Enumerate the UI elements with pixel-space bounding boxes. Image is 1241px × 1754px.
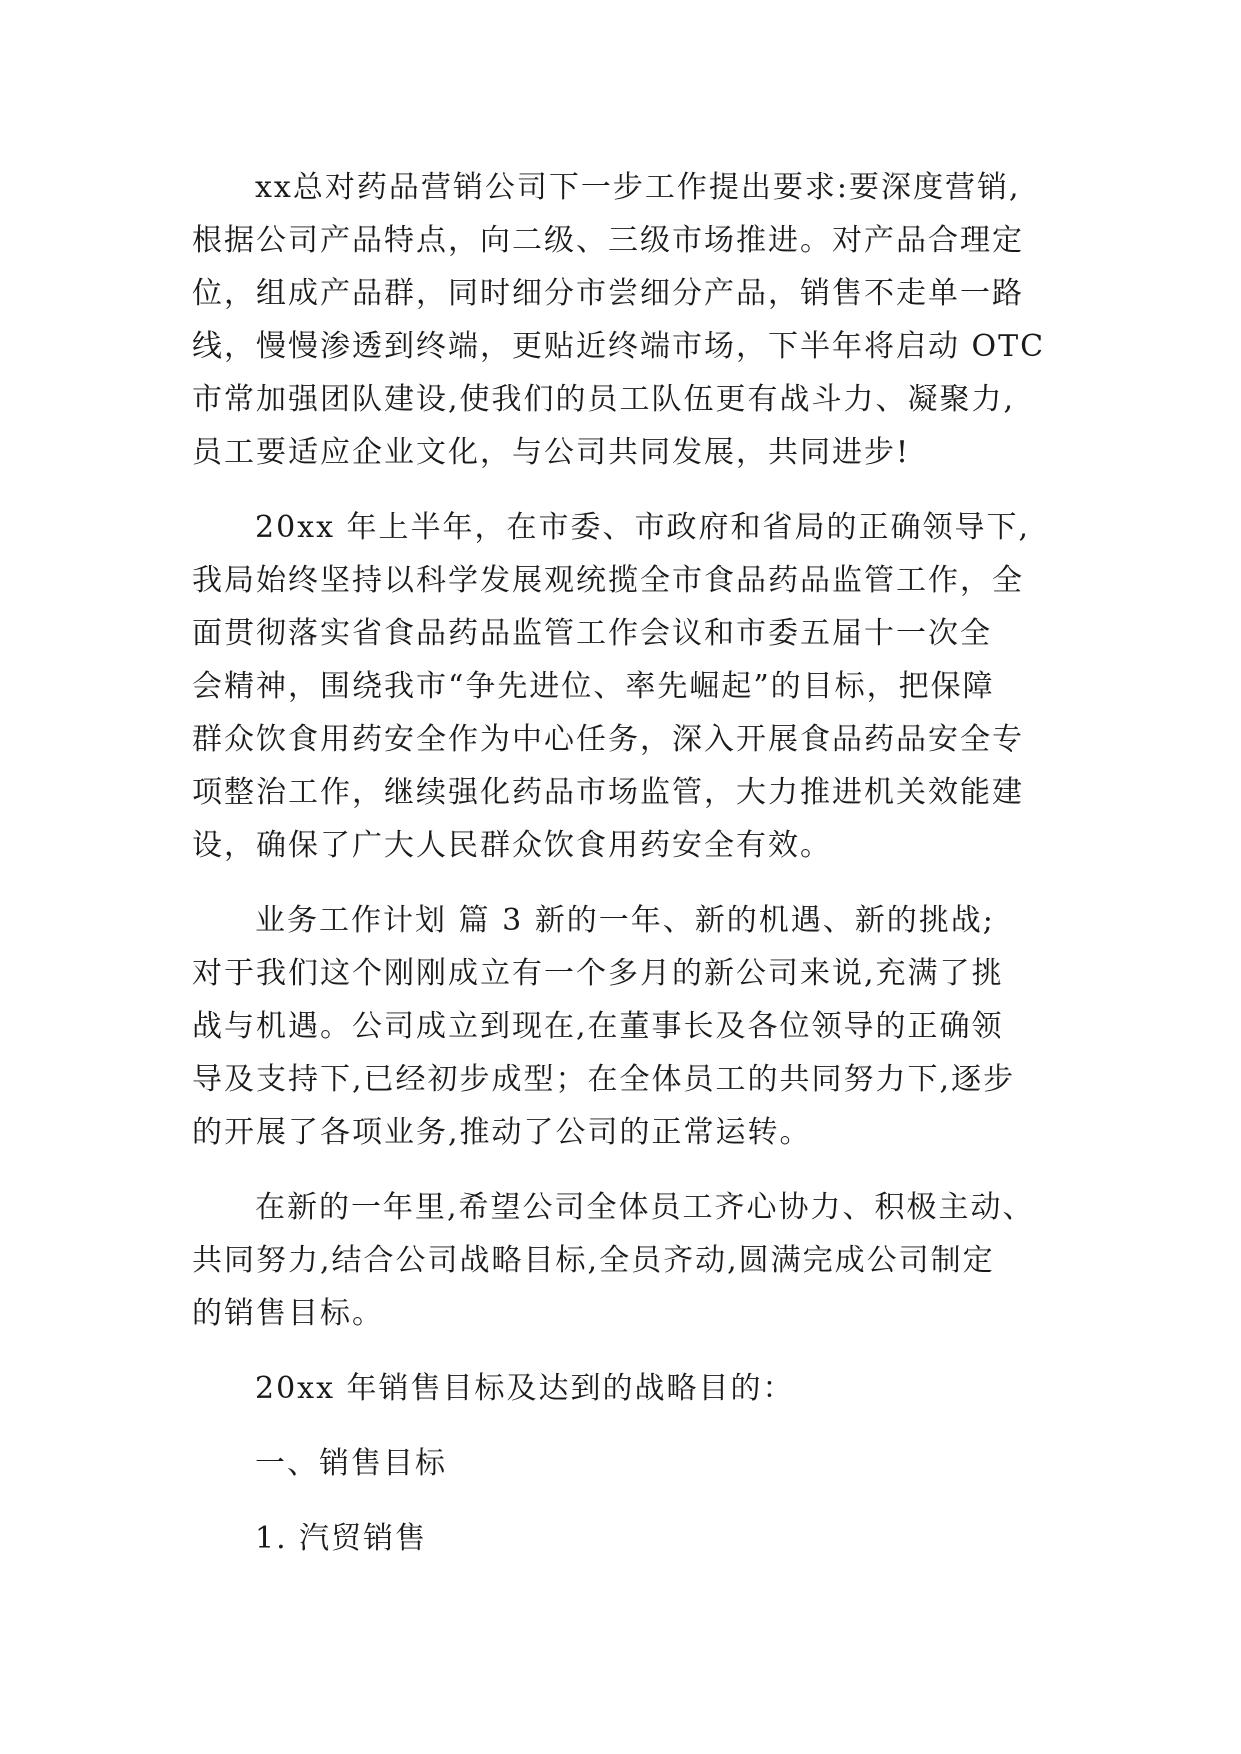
paragraph-line: 20xx 年上半年，在市委、市政府和省局的正确领导下, bbox=[255, 510, 1031, 545]
paragraph-line: 导及支持下,已经初步成型；在全体员工的共同努力下,逐步 bbox=[192, 1062, 1016, 1097]
paragraph-line: 线，慢慢渗透到终端，更贴近终端市场，下半年将启动 OTC bbox=[192, 329, 1046, 364]
list-item: 1. 汽贸销售 bbox=[255, 1521, 428, 1556]
paragraph-line: 群众饮食用药安全作为中心任务，深入开展食品药品安全专 bbox=[192, 722, 1024, 757]
paragraph-line: 的开展了各项业务,推动了公司的正常运转。 bbox=[192, 1115, 812, 1150]
paragraph-line: 根据公司产品特点，向二级、三级市场推进。对产品合理定 bbox=[192, 223, 1024, 258]
paragraph-line: 20xx 年销售目标及达到的战略目的： bbox=[255, 1371, 795, 1406]
list-heading: 一、销售目标 bbox=[255, 1446, 447, 1481]
paragraph-line: 我局始终坚持以科学发展观统揽全市食品药品监管工作，全 bbox=[192, 563, 1024, 598]
paragraph-line: 员工要适应企业文化，与公司共同发展，共同进步! bbox=[192, 435, 911, 470]
paragraph-line: 面贯彻落实省食品药品监管工作会议和市委五届十一次全 bbox=[192, 616, 992, 651]
paragraph-line: xx总对药品营销公司下一步工作提出要求:要深度营销, bbox=[255, 170, 1021, 205]
paragraph-line: 设，确保了广大人民群众饮食用药安全有效。 bbox=[192, 828, 832, 863]
paragraph-line: 位，组成产品群，同时细分市尝细分产品，销售不走单一路 bbox=[192, 276, 1024, 311]
paragraph-line: 在新的一年里,希望公司全体员工齐心协力、积极主动、 bbox=[255, 1190, 1035, 1225]
paragraph-line: 项整治工作，继续强化药品市场监管，大力推进机关效能建 bbox=[192, 775, 1024, 810]
paragraph-line: 会精神，围绕我市“争先进位、率先崛起”的目标，把保障 bbox=[192, 669, 995, 704]
paragraph-line: 市常加强团队建设,使我们的员工队伍更有战斗力、凝聚力, bbox=[192, 382, 1016, 417]
paragraph-line: 对于我们这个刚刚成立有一个多月的新公司来说,充满了挑 bbox=[192, 956, 1004, 991]
paragraph-line: 共同努力,结合公司战略目标,全员齐动,圆满完成公司制定 bbox=[192, 1243, 995, 1278]
paragraph-line: 战与机遇。公司成立到现在,在董事长及各位领导的正确领 bbox=[192, 1009, 1004, 1044]
paragraph-line: 的销售目标。 bbox=[192, 1296, 384, 1331]
section-heading-line: 业务工作计划 篇 3 新的一年、新的机遇、新的挑战; bbox=[255, 903, 995, 938]
